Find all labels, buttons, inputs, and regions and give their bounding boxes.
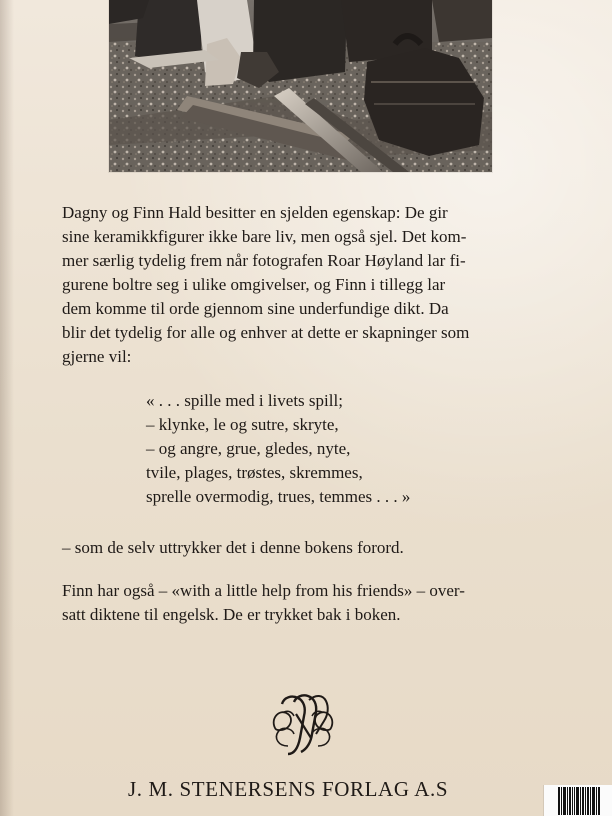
barcode [558, 787, 608, 815]
barcode-icon [544, 785, 612, 816]
poem-line: – og angre, grue, gledes, nyte, [146, 439, 351, 458]
poem-line: – klynke, le og sutre, skryte, [146, 415, 339, 434]
poem-line: « . . . spille med i livets spill; [146, 391, 343, 410]
paragraph-line: Dagny og Finn Hald besitter en sjelden egenskap: De gir [62, 203, 448, 222]
translation-paragraph [62, 579, 465, 627]
photo-illustration [109, 0, 492, 172]
poem-line: sprelle overmodig, trues, temmes . . . » [146, 487, 411, 506]
after-poem-text: – som de selv uttrykker det i denne bokens forord. [62, 538, 404, 557]
paragraph-line: mer særlig tydelig frem når fotografen Roar Høyland lar fi- [62, 251, 466, 270]
publisher-name: J. M. STENERSENS FORLAG A.S [128, 777, 449, 801]
paragraph-line: sine keramikkfigurer ikke bare liv, men også sjel. Det kom- [62, 227, 467, 246]
cover-edge-shadow [0, 0, 14, 816]
monogram-logo [264, 688, 342, 762]
paragraph-line: satt diktene til engelsk. De er trykket bak i boken. [62, 605, 401, 624]
paragraph-line: gurene boltre seg i ulike omgivelser, og Finn i tillegg lar [62, 275, 446, 294]
paragraph-line: gjerne vil: [62, 347, 132, 366]
paragraph-line: dem komme til orde gjennom sine underfundige dikt. Da [62, 299, 449, 318]
paragraph-line: Finn har også – «with a little help from his friends» – over- [62, 581, 465, 600]
paragraph-line: blir det tydelig for alle og enhver at dette er skapninger som [62, 323, 470, 342]
poem-line: tvile, plages, trøstes, skremmes, [146, 463, 363, 482]
poem-quote [146, 389, 410, 509]
main-text [62, 201, 562, 369]
black-and-white-photo [109, 0, 492, 172]
description-paragraph [62, 201, 562, 369]
